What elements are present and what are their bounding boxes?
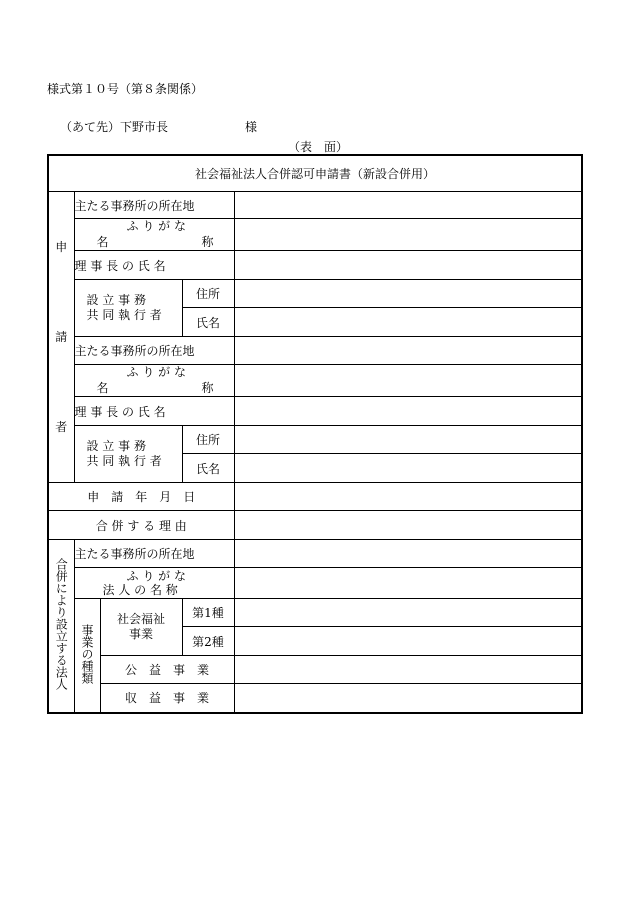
social-welfare-label: 社会福祉 事業 <box>100 599 182 656</box>
profit-business-label: 収 益 事 業 <box>100 684 234 713</box>
merger-reason-field[interactable] <box>234 511 582 540</box>
public-business-field[interactable] <box>234 656 582 684</box>
chair-name-label-2: 理 事 長 の 氏 名 <box>74 397 234 426</box>
form-title: 社会福祉法人合併認可申請書（新設合併用） <box>48 155 582 192</box>
chair-name-label-1: 理 事 長 の 氏 名 <box>74 251 234 280</box>
office-location-label-3: 主たる事務所の所在地 <box>74 540 234 568</box>
address-label-1: 住所 <box>182 280 234 308</box>
name-field-2[interactable] <box>234 365 582 397</box>
office-location-label-2: 主たる事務所の所在地 <box>74 337 234 365</box>
office-location-field-1[interactable] <box>234 192 582 219</box>
type1-field[interactable] <box>234 599 582 627</box>
addressee: （あて先）下野市長 <box>60 120 169 134</box>
name-label-2: ふ り が な 名 称 <box>74 365 234 397</box>
chair-name-field-2[interactable] <box>234 397 582 426</box>
public-business-label: 公 益 事 業 <box>100 656 234 684</box>
executor-label-1: 設 立 事 務 共 同 執 行 者 <box>74 280 182 337</box>
applicant-char-3: 者 <box>55 420 68 434</box>
new-corp-name-field[interactable] <box>234 568 582 599</box>
name-field-1[interactable] <box>234 219 582 251</box>
name-label-1 <box>74 219 234 251</box>
applicant-group-label <box>48 192 74 483</box>
type2-label: 第2種 <box>182 627 234 656</box>
executor-name-field-1[interactable] <box>234 308 582 337</box>
side-label: （表 面） <box>288 140 349 154</box>
honorific: 様 <box>245 120 258 134</box>
address-label-2: 住所 <box>182 426 234 454</box>
person-name-label-2: 氏名 <box>182 454 234 483</box>
executor-name-field-2[interactable] <box>234 454 582 483</box>
applicant-char-2: 請 <box>55 330 68 344</box>
name-split: 名 称 <box>96 235 214 249</box>
corp-name-label: ふ り が な 法 人 の 名 称 <box>74 568 234 599</box>
application-date-field[interactable] <box>234 483 582 511</box>
office-location-field-2[interactable] <box>234 337 582 365</box>
profit-business-field[interactable] <box>234 684 582 713</box>
application-form <box>47 154 583 714</box>
executor-address-field-1[interactable] <box>234 280 582 308</box>
application-date-label: 申 請 年 月 日 <box>48 483 234 511</box>
furigana-label: ふ り が な <box>126 219 186 233</box>
office-location-label-1: 主たる事務所の所在地 <box>74 192 234 219</box>
new-corp-group-label: 合併により設立する法人 <box>48 540 74 713</box>
person-name-label-1: 氏名 <box>182 308 234 337</box>
executor-label-2: 設 立 事 務 共 同 執 行 者 <box>74 426 182 483</box>
chair-name-field-1[interactable] <box>234 251 582 280</box>
type2-field[interactable] <box>234 627 582 656</box>
business-type-label: 事業の種類 <box>74 599 100 713</box>
merger-reason-label: 合 併 す る 理 由 <box>48 511 234 540</box>
form-number: 様式第１０号（第８条関係） <box>47 82 204 96</box>
applicant-char-1: 申 <box>55 240 68 254</box>
executor-address-field-2[interactable] <box>234 426 582 454</box>
new-corp-office-field[interactable] <box>234 540 582 568</box>
type1-label: 第1種 <box>182 599 234 627</box>
